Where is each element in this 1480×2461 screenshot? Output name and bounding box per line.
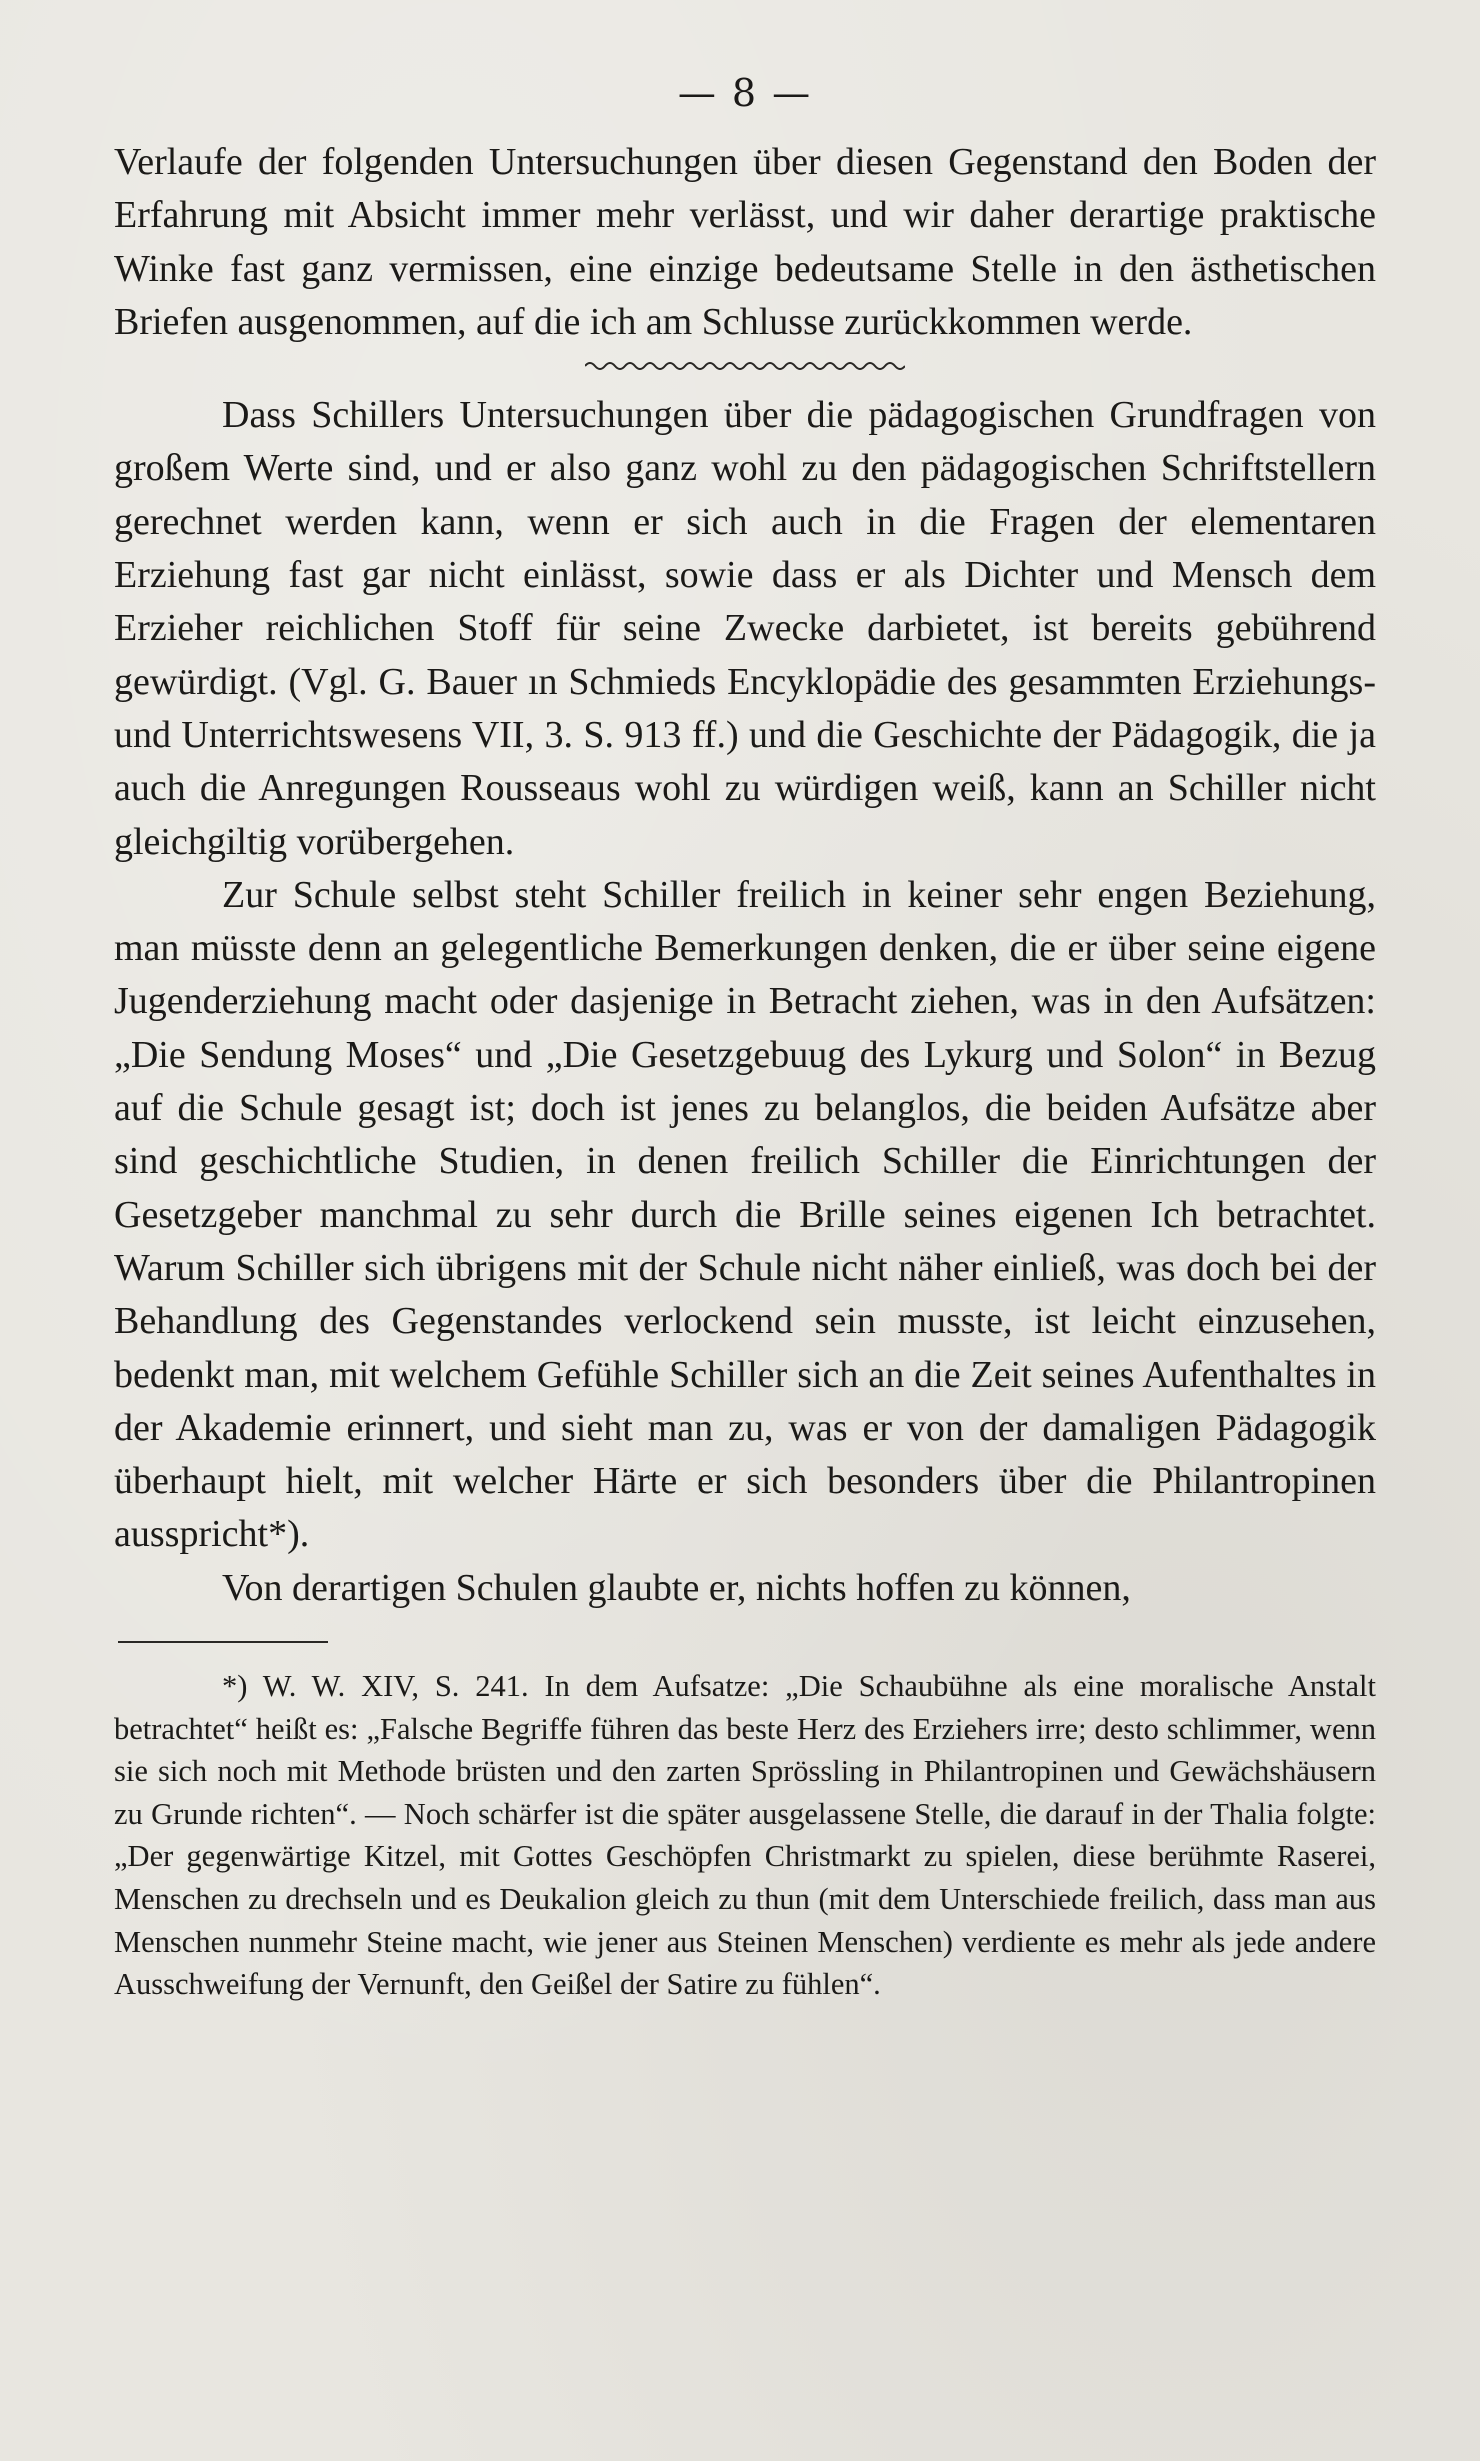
footnote: *) W. W. XIV, S. 241. In dem Aufsatze: „Die Schaubühne als eine moralische Anstalt betrachtet“ heißt es: „Falsche Begriffe führen das beste Herz des Erziehers irre; desto schlimmer, wenn sie sich noch mit Methode brüsten und den zarten Sprössling in Philantropinen und Gewächshäusern zu Grunde richten“. — Noch schärfer ist die später ausgelassene Stelle, die darauf in der Thalia folgte: „Der gegenwärtige Kitzel, mit Gottes Geschöpfen Christmarkt zu spielen, diese berühmte Raserei, Menschen zu drechseln und es Deukalion gleich zu thun (mit dem Unterschiede freilich, dass man aus Menschen nunmehr Steine macht, wie jener aus Steinen Menschen) verdiente es mehr als jede andere Ausschweifung der Vernunft, den Geißel der Satire zu fühlen“. [114, 1669, 1376, 2002]
wavy-divider-ornament [585, 357, 905, 375]
paragraph-2: Dass Schillers Untersuchungen über die pädagogischen Grundfragen von großem Werte sind, und er also ganz wohl zu den pädagogischen Schriftstellern gerechnet werden kann, wenn er sich auch in die Fragen der elementaren Erziehung fast gar nicht einlässt, sowie dass er als Dichter und Mensch dem Erzieher reichlichen Stoff für seine Zwecke darbietet, ist bereits gebührend gewürdigt. (Vgl. G. Bauer ın Schmieds Encyklopädie des gesammten Erziehungs- und Unterrichtswesens VII, 3. S. 913 ff.) und die Geschichte der Pädagogik, die ja auch die Anregungen Rousseaus wohl zu würdigen weiß, kann an Schiller nicht gleichgiltig vorübergehen. [114, 394, 1376, 863]
paragraph-4: Von derartigen Schulen glaubte er, nichts hoffen zu können, [222, 1566, 1131, 1609]
paragraph-1: Verlaufe der folgenden Untersuchungen über diesen Gegenstand den Boden der Erfahrung mit Absicht immer mehr verlässt, und wir daher derartige praktische Winke fast ganz vermissen, eine einzige bedeutsame Stelle in den ästhetischen Briefen ausgenommen, auf die ich am Schlusse zurückkommen werde. [114, 141, 1376, 343]
page-number: — 8 — [677, 71, 813, 115]
paragraph-3: Zur Schule selbst steht Schiller freilich in keiner sehr engen Beziehung, man müsste denn an gelegentliche Bemerkungen denken, die er über seine eigene Jugenderziehung macht oder dasjenige in Betracht ziehen, was in den Aufsätzen: „Die Sendung Moses“ und „Die Gesetzgebuug des Lykurg und Solon“ in Bezug auf die Schule gesagt ist; doch ist jenes zu belanglos, die beiden Aufsätze aber sind geschichtliche Studien, in denen freilich Schiller die Einrichtungen der Gesetzgeber manchmal zu sehr durch die Brille seines eigenen Ich betrachtet. Warum Schiller sich übrigens mit der Schule nicht näher einließ, was doch bei der Behandlung des Gegenstandes verlockend sein musste, ist leicht einzusehen, bedenkt man, mit welchem Gefühle Schiller sich an die Zeit seines Aufenthaltes in der Akademie erinnert, und sieht man zu, was er von der damaligen Pädagogik überhaupt hielt, mit welcher Härte er sich besonders über die Philantropinen ausspricht*). [114, 873, 1376, 1556]
body-text [114, 136, 1376, 1615]
footnote-rule [118, 1641, 328, 1643]
